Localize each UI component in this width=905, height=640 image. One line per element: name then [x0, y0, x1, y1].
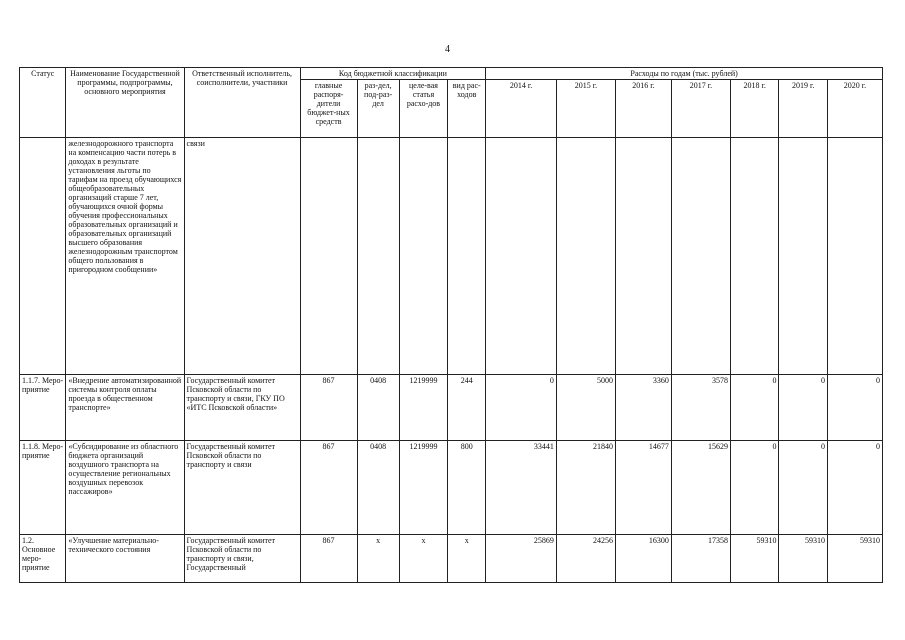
cell-value: 16300: [615, 535, 671, 583]
cell-value: [671, 138, 730, 375]
header-expenses: Расходы по годам (тыс. рублей): [486, 68, 883, 80]
cell-value: 0: [827, 375, 882, 441]
cell-value: 59310: [827, 535, 882, 583]
cell-csr: [399, 138, 448, 375]
header-razdel: раз-дел, под-раз-дел: [357, 80, 399, 138]
header-year: 2015 г.: [556, 80, 615, 138]
cell-name: железнодорожного транспорта на компенсацию части потерь в доходах в результате установления льготы по тарифам на проезд обучающихся общеобразовательных организаций старше 7 лет, обучающихся очной формы обучения профессиональных образовательных организаций и образовательных организаций высшего образования железнодорожным транспортом общего пользования в пригородном сообщении»: [66, 138, 184, 375]
cell-responsible: связи: [184, 138, 300, 375]
cell-value: 0: [779, 441, 828, 535]
budget-table: [19, 67, 883, 583]
cell-vr: х: [448, 535, 486, 583]
cell-value: 0: [779, 375, 828, 441]
cell-vr: [448, 138, 486, 375]
table-row: [20, 535, 883, 583]
cell-vr: 800: [448, 441, 486, 535]
cell-value: 0: [486, 375, 557, 441]
cell-csr: 1219999: [399, 375, 448, 441]
cell-name: «Внедрение автоматизированной системы контроля оплаты проезда в общественном транспорте»: [66, 375, 184, 441]
cell-value: 25869: [486, 535, 557, 583]
header-year: 2017 г.: [671, 80, 730, 138]
cell-value: [615, 138, 671, 375]
header-grbs: главные распоря-дители бюджет-ных средств: [300, 80, 357, 138]
cell-value: [486, 138, 557, 375]
cell-value: 21840: [556, 441, 615, 535]
header-year: 2020 г.: [827, 80, 882, 138]
cell-value: 5000: [556, 375, 615, 441]
cell-value: [556, 138, 615, 375]
cell-value: [779, 138, 828, 375]
cell-grbs: 867: [300, 375, 357, 441]
cell-csr: х: [399, 535, 448, 583]
cell-value: 15629: [671, 441, 730, 535]
table-row: [20, 375, 883, 441]
header-csr: целе-вая статья расхо-дов: [399, 80, 448, 138]
cell-responsible: Государственный комитет Псковской области по транспорту и связи, Государственный: [184, 535, 300, 583]
cell-responsible: Государственный комитет Псковской области по транспорту и связи: [184, 441, 300, 535]
table-row: [20, 441, 883, 535]
cell-value: 24256: [556, 535, 615, 583]
cell-value: 17358: [671, 535, 730, 583]
cell-csr: 1219999: [399, 441, 448, 535]
cell-value: 14677: [615, 441, 671, 535]
cell-name: «Субсидирование из областного бюджета организаций воздушного транспорта на осуществление региональных воздушных перевозок пассажиров»: [66, 441, 184, 535]
page-number: 4: [445, 44, 450, 55]
cell-razdel: [357, 138, 399, 375]
header-responsible: Ответственный исполнитель, соисполнители, участники: [184, 68, 300, 138]
cell-status: 1.1.7. Меро-приятие: [20, 375, 66, 441]
cell-value: 33441: [486, 441, 557, 535]
cell-value: 0: [730, 375, 779, 441]
cell-grbs: 867: [300, 441, 357, 535]
cell-status: [20, 138, 66, 375]
header-year: 2019 г.: [779, 80, 828, 138]
header-year: 2018 г.: [730, 80, 779, 138]
cell-name: «Улучшение материально-технического состояния: [66, 535, 184, 583]
cell-grbs: [300, 138, 357, 375]
table-row: [20, 138, 883, 375]
cell-value: 59310: [779, 535, 828, 583]
header-year: 2016 г.: [615, 80, 671, 138]
cell-status: 1.2. Основное меро-приятие: [20, 535, 66, 583]
header-budget-code: Код бюджетной классификации: [300, 68, 486, 80]
cell-value: 0: [827, 441, 882, 535]
header-status: Статус: [20, 68, 66, 138]
header-year: 2014 г.: [486, 80, 557, 138]
cell-value: 3360: [615, 375, 671, 441]
cell-value: 0: [730, 441, 779, 535]
cell-value: [827, 138, 882, 375]
cell-razdel: 0408: [357, 441, 399, 535]
cell-status: 1.1.8. Меро-приятие: [20, 441, 66, 535]
cell-responsible: Государственный комитет Псковской области по транспорту и связи, ГКУ ПО «ИТС Псковской области»: [184, 375, 300, 441]
cell-value: 3578: [671, 375, 730, 441]
cell-razdel: х: [357, 535, 399, 583]
cell-grbs: 867: [300, 535, 357, 583]
cell-value: 59310: [730, 535, 779, 583]
header-name: Наименование Государственной программы, подпрограммы, основного мероприятия: [66, 68, 184, 138]
cell-vr: 244: [448, 375, 486, 441]
cell-razdel: 0408: [357, 375, 399, 441]
cell-value: [730, 138, 779, 375]
header-vr: вид рас-ходов: [448, 80, 486, 138]
